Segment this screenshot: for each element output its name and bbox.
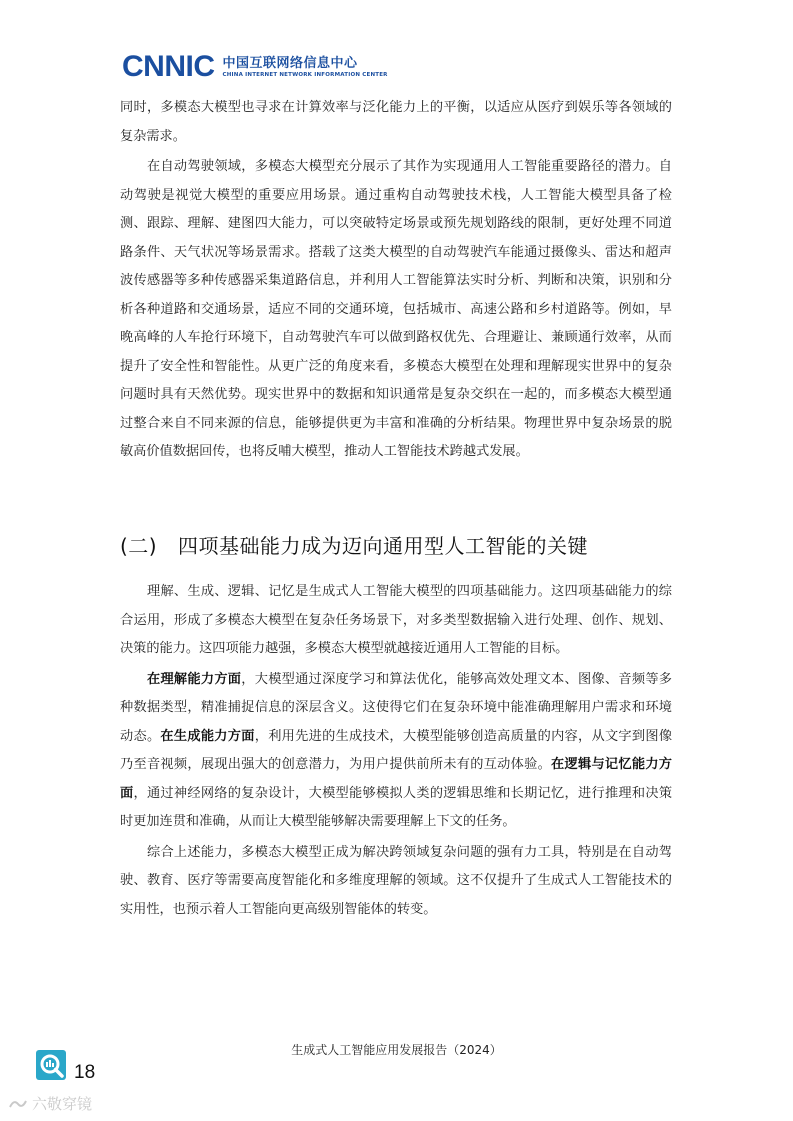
bold-phrase: 在逻辑与记忆能力方面: [120, 757, 672, 801]
paragraph: 同时，多模态大模型也寻求在计算效率与泛化能力上的平衡，以适应从医疗到娱乐等各领域的复杂需求。: [120, 100, 672, 144]
section-title: 四项基础能力成为迈向通用型人工智能的关键: [178, 534, 588, 558]
footer-report-title: 生成式人工智能应用发展报告（2024）: [291, 1043, 502, 1057]
cnnic-logo: [122, 52, 388, 82]
bold-phrase: 在理解能力方面: [147, 671, 242, 687]
paragraph: 在理解能力方面，大模型通过深度学习和算法优化，能够高效处理文本、图像、音频等多种数据类型，精准捕捉信息的深层含义。这使得它们在复杂环境中能准确理解用户需求和环境动态。在生成能力方面，利用先进的生成技术，大模型能够创造高质量的内容，从文字到图像乃至音视频，展现出强大的创意潜力，为用户提供前所未有的互动体验。在逻辑与记忆能力方面，通过神经网络的复杂设计，大模型能够模拟人类的逻辑思维和长期记忆，进行推理和决策时更加连贯和准确，从而让大模型能够解决需要理解上下文的任务。: [120, 671, 673, 829]
magnifier-page-icon: [34, 1048, 68, 1082]
body-text-bottom: [120, 578, 672, 924]
paragraph: 理解、生成、逻辑、记忆是生成式人工智能大模型的四项基础能力。这四项基础能力的综合运用，形成了多模态大模型在复杂任务场景下，对多类型数据输入进行处理、创作、规划、决策的能力。这四项能力越强，多模态大模型就越接近通用人工智能的目标。: [120, 584, 672, 656]
logo-text: [223, 56, 388, 79]
section-number: (二): [120, 534, 158, 558]
org-name-cn: 中国互联网络信息中心: [222, 55, 358, 71]
paragraph: 综合上述能力，多模态大模型正成为解决跨领域复杂问题的强有力工具，特别是在自动驾驶、教育、医疗等需要高度智能化和多维度理解的领域。这不仅提升了生成式人工智能技术的实用性，也预示着人工智能向更高级别智能体的转变。: [120, 844, 672, 917]
watermark: [8, 1093, 92, 1114]
paragraph: 在自动驾驶领域，多模态大模型充分展示了其作为实现通用人工智能重要路径的潜力。自动驾驶是视觉大模型的重要应用场景。通过重构自动驾驶技术栈，人工智能大模型具备了检测、跟踪、理解、建图四大能力，可以突破特定场景或预先规划路线的限制，更好处理不同道路条件、天气状况等场景需求。搭载了这类大模型的自动驾驶汽车能通过摄像头、雷达和超声波传感器等多种传感器采集道路信息，并利用人工智能算法实时分析、判断和决策，识别和分析各种道路和交通场景，适应不同的交通环境，包括城市、高速公路和乡村道路等。例如，早晚高峰的人车抢行环境下，自动驾驶汽车可以做到路权优先、合理避让、兼顾通行效率，从而提升了安全性和智能性。从更广泛的角度来看，多模态大模型在处理和理解现实世界中的复杂问题时具有天然优势。现实世界中的数据和知识通常是复杂交织在一起的，而多模态大模型通过整合来自不同来源的信息，能够提供更为丰富和准确的分析结果。物理世界中复杂场景的脱敏高价值数据回传，也将反哺大模型，推动人工智能技术跨越式发展。: [120, 159, 672, 459]
page-number: 18: [74, 1062, 96, 1083]
watermark-logo-icon: [8, 1097, 28, 1111]
watermark-text: 六敬穿镜: [32, 1095, 93, 1113]
section-heading: [120, 530, 588, 559]
body-text-top: [120, 94, 672, 467]
logo-mark: CNNIC: [122, 50, 215, 83]
bold-phrase: 在生成能力方面: [160, 728, 255, 744]
org-name-en: CHINA INTERNET NETWORK INFORMATION CENTER: [222, 71, 388, 78]
